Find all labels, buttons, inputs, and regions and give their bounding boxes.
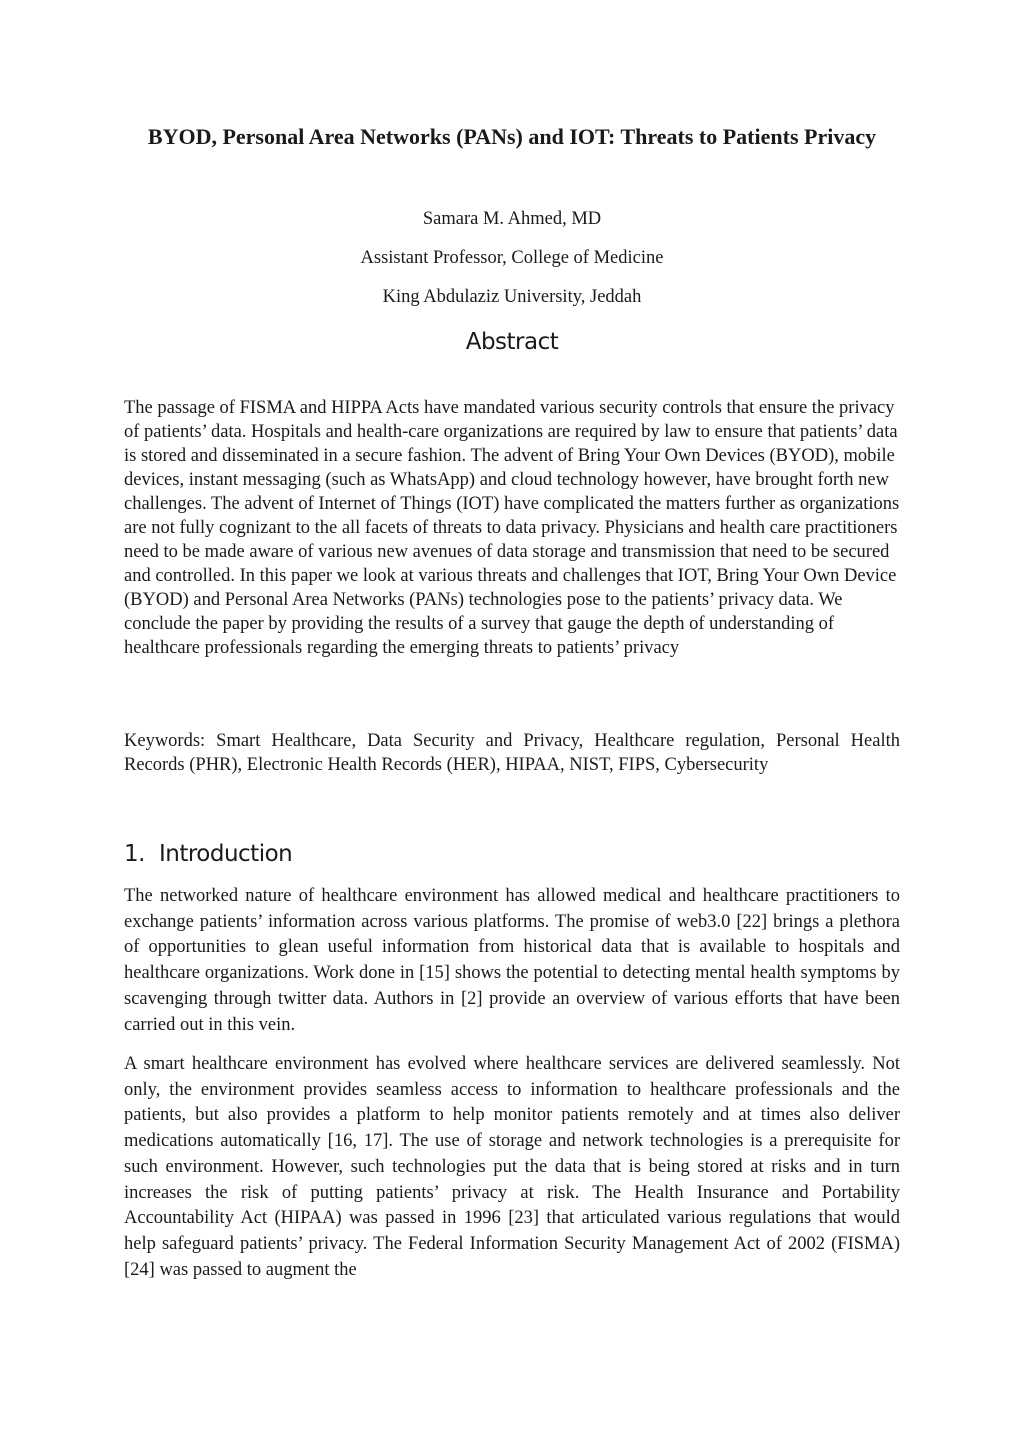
author-affiliation-position: Assistant Professor, College of Medicine bbox=[360, 248, 664, 268]
abstract-text: The passage of FISMA and HIPPA Acts have mandated various security controls that ensure the privacy of patients’ data. Hospitals and health-care organizations are required by law to ensure that patients’ data is stored and disseminated in a secure fashion. The advent of Bring Your Own Devices (BYOD), mobile devices, instant messaging (such as WhatsApp) and cloud technology however, have brought forth new challenges. The advent of Internet of Things (IOT) have complicated the matters further as organizations are not fully cognizant to the all facets of threats to data privacy. Physicians and health care practitioners need to be made aware of various new avenues of data storage and transmission that need to be secured and controlled. In this paper we look at various threats and challenges that IOT, Bring Your Own Device (BYOD) and Personal Area Networks (PANs) technologies pose to the patients’ privacy data. We conclude the paper by providing the results of a survey that gauge the depth of understanding of healthcare professionals regarding the emerging threats to patients’ privacy bbox=[124, 398, 900, 658]
author-affiliation-institution: King Abdulaziz University, Jeddah bbox=[382, 287, 642, 307]
keywords-line: Keywords: Smart Healthcare, Data Security and Privacy, Healthcare regulation, Personal Health Records (PHR), Electronic Health Records (HER), HIPAA, NIST, FIPS, Cybersecurity bbox=[124, 731, 900, 775]
abstract-heading: Abstract bbox=[465, 329, 559, 355]
paper-title: BYOD, Personal Area Networks (PANs) and IOT: Threats to Patients Privacy bbox=[147, 124, 877, 149]
section-heading-introduction bbox=[124, 838, 900, 870]
intro-paragraph-1: The networked nature of healthcare environment has allowed medical and healthcare practitioners to exchange patients’ information across various platforms. The promise of web3.0 [22] brings a plethora of opportunities to glean useful information from historical data that is available to hospitals and healthcare organizations. Work done in [15] shows the potential to detecting mental health symptoms by scavenging through twitter data. Authors in [2] provide an overview of various efforts that have been carried out in this vein. bbox=[124, 886, 900, 1035]
section-title: Introduction bbox=[158, 841, 293, 867]
section-number: 1. bbox=[124, 841, 145, 867]
author-name: Samara M. Ahmed, MD bbox=[422, 209, 602, 229]
intro-paragraph-2: A smart healthcare environment has evolved where healthcare services are delivered seamlessly. Not only, the environment provides seamless access to information to healthcare professionals and the patients, but also provides a platform to help monitor patients remotely and at times also deliver medications automatically [16, 17]. The use of storage and network technologies is a prerequisite for such environment. However, such technologies put the data that is being stored at risks and in turn increases the risk of putting patients’ privacy at risk. The Health Insurance and Portability Accountability Act (HIPAA) was passed in 1996 [23] that articulated various regulations that would help safeguard patients’ privacy. The Federal Information Security Management Act of 2002 (FISMA) [24] was passed to augment the bbox=[124, 1054, 900, 1280]
